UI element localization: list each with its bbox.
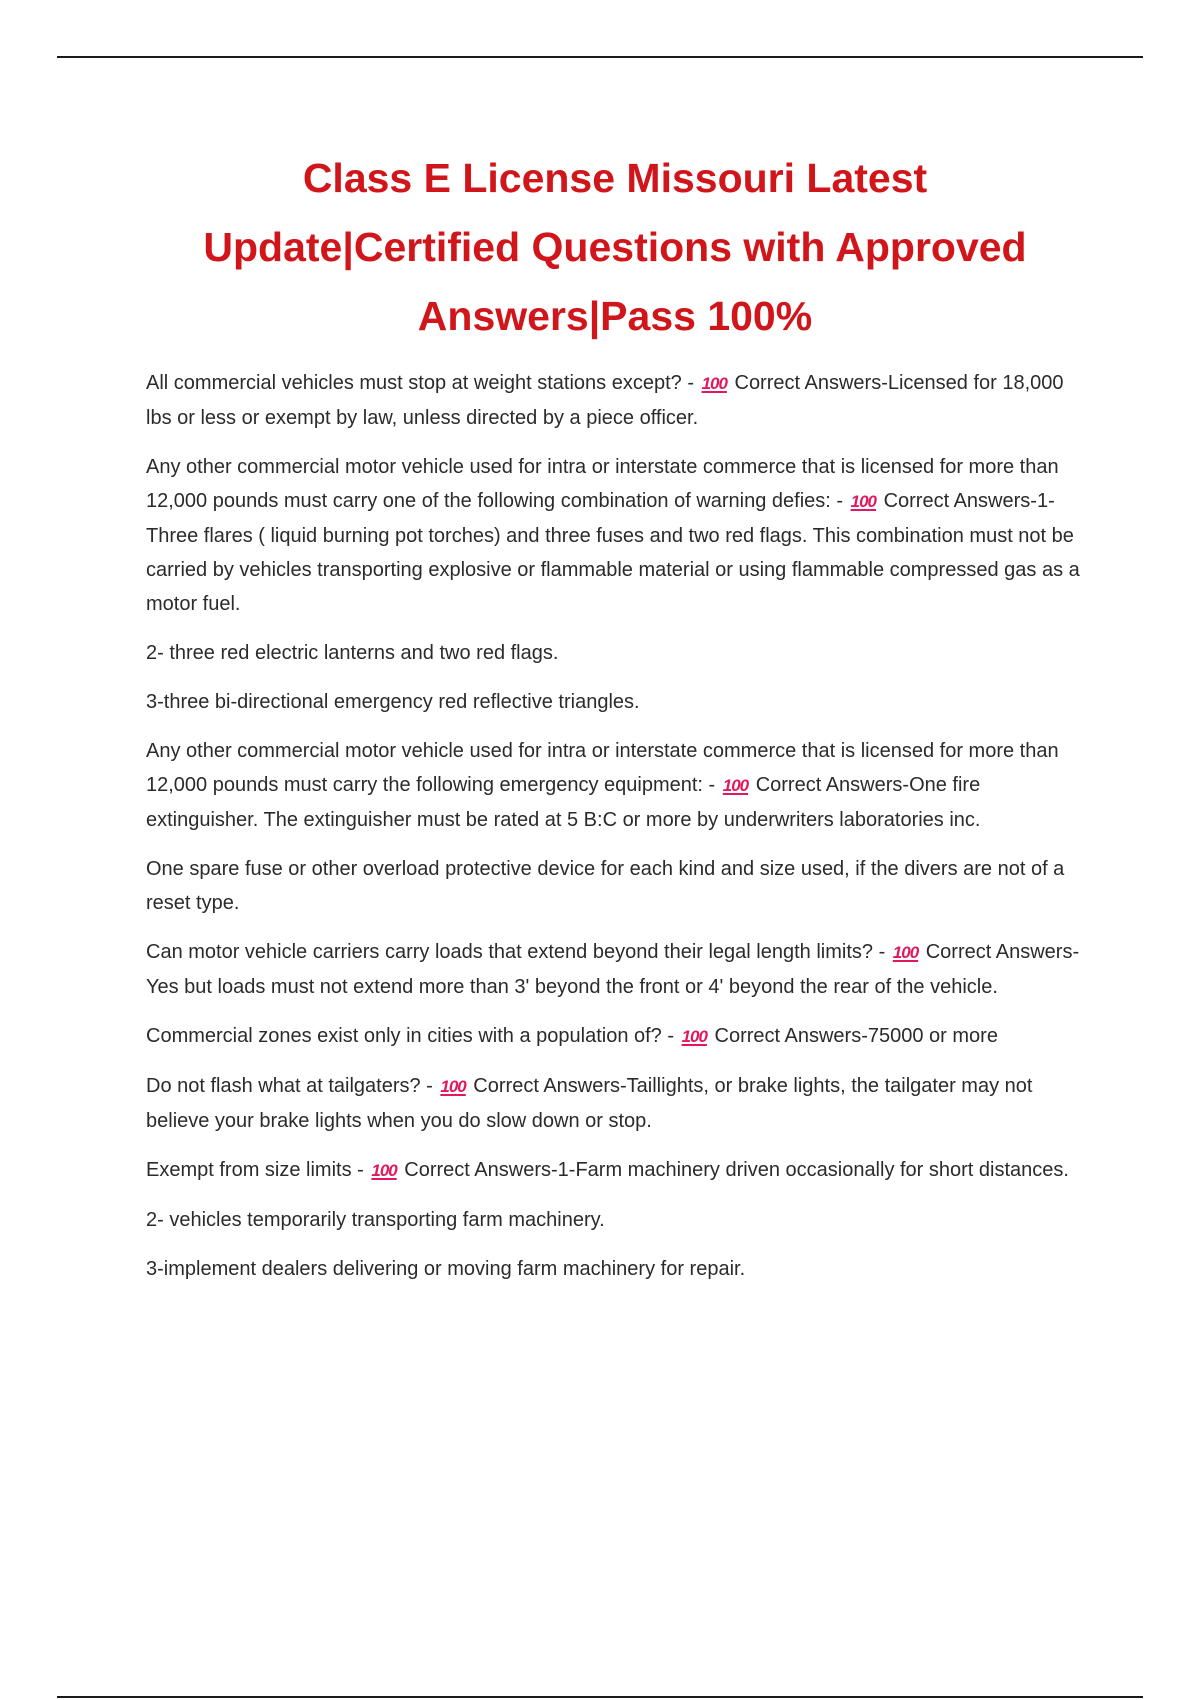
answer-text: Correct Answers-One fire extinguisher. The extinguisher must be rated at 5 B:C or more by underwriters laboratories inc. <box>146 774 981 831</box>
qa-paragraph <box>146 1153 1086 1188</box>
answer-text: Correct Answers-1-Farm machinery driven occasionally for short distances. <box>398 1159 1069 1181</box>
hundred-points-icon: 100 <box>681 1027 707 1046</box>
question-text: 2- three red electric lanterns and two red flags. <box>146 642 559 664</box>
hundred-points-icon: 100 <box>850 492 877 511</box>
question-text: Any other commercial motor vehicle used for intra or interstate commerce that is licensed for more than 12,000 pounds must carry the following emergency equipment: - <box>146 740 1059 796</box>
top-rule <box>57 56 1143 58</box>
hundred-points-icon: 100 <box>722 776 749 795</box>
document-title: Class E License Missouri Latest Update|Certified Questions with Approved Answers|Pass 100% <box>203 155 1027 339</box>
qa-paragraph <box>146 1069 1086 1138</box>
question-text: Any other commercial motor vehicle used for intra or interstate commerce that is licensed for more than 12,000 pounds must carry one of the following combination of warning defies: - <box>146 456 1059 512</box>
answer-text: Correct Answers-Taillights, or brake lights, the tailgater may not believe your brake lights when you do slow down or stop. <box>146 1075 1033 1132</box>
qa-paragraph <box>146 852 1086 920</box>
answer-text: Correct Answers-1-Three flares ( liquid burning pot torches) and three fuses and two red flags. This combination must not be carried by vehicles transporting explosive or flammable material or using flammable compressed gas as a motor fuel. <box>146 490 1080 615</box>
answer-text: Correct Answers-75000 or more <box>708 1025 998 1047</box>
hundred-points-icon: 100 <box>440 1077 466 1096</box>
qa-paragraph <box>146 685 1086 719</box>
question-text: Do not flash what at tailgaters? - <box>146 1075 439 1097</box>
hundred-points-icon: 100 <box>701 374 727 393</box>
qa-paragraph <box>146 734 1086 837</box>
qa-paragraph <box>146 1019 1086 1054</box>
answer-text: Correct Answers-Yes but loads must not extend more than 3' beyond the front or 4' beyond the rear of the vehicle. <box>146 941 1080 998</box>
hundred-points-icon: 100 <box>892 943 919 962</box>
qa-paragraph <box>146 935 1086 1004</box>
bottom-rule <box>57 1696 1143 1698</box>
question-text: 2- vehicles temporarily transporting farm machinery. <box>146 1209 605 1231</box>
qa-paragraph <box>146 450 1086 621</box>
qa-paragraph <box>146 636 1086 670</box>
question-text: All commercial vehicles must stop at weight stations except? - <box>146 372 700 394</box>
hundred-points-icon: 100 <box>371 1161 397 1180</box>
qa-paragraph <box>146 1252 1086 1286</box>
qa-paragraph <box>146 366 1086 435</box>
answer-text: Correct Answers-Licensed for 18,000 lbs or less or exempt by law, unless directed by a piece officer. <box>146 372 1064 429</box>
question-text: 3-three bi-directional emergency red reflective triangles. <box>146 691 640 713</box>
question-text: Exempt from size limits - <box>146 1159 370 1181</box>
question-text: 3-implement dealers delivering or moving farm machinery for repair. <box>146 1258 746 1280</box>
question-text: Can motor vehicle carriers carry loads that extend beyond their legal length limits? - <box>146 941 891 963</box>
question-text: One spare fuse or other overload protective device for each kind and size used, if the divers are not of a reset type. <box>146 858 1065 914</box>
document-body <box>146 366 1086 1301</box>
qa-paragraph <box>146 1203 1086 1237</box>
question-text: Commercial zones exist only in cities with a population of? - <box>146 1025 680 1047</box>
